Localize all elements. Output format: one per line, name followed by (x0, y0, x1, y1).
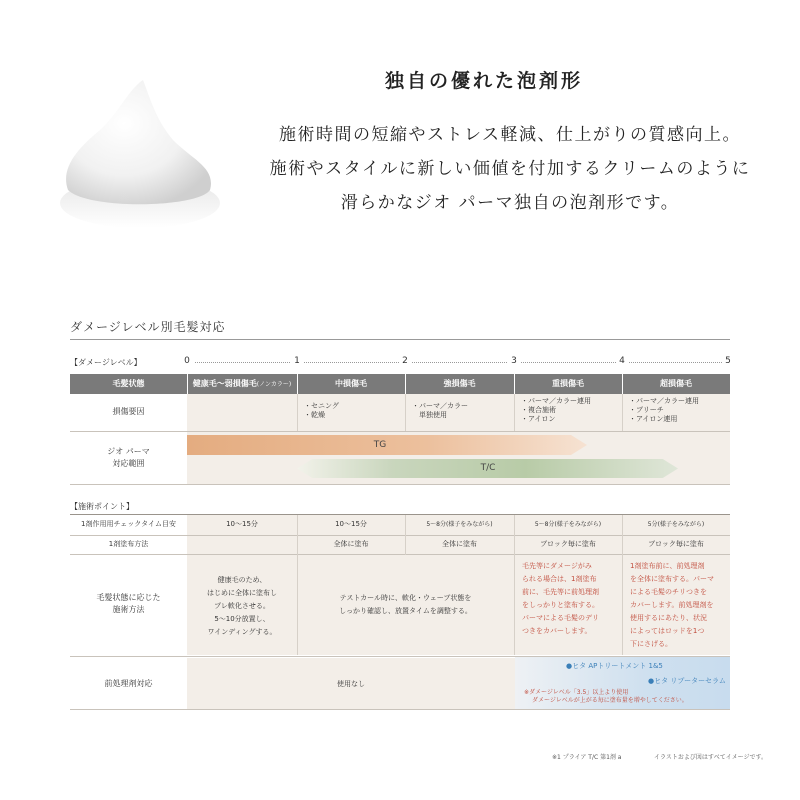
tc-label: T/C (480, 463, 496, 473)
cause-item: ・アイロン (521, 415, 556, 423)
col-divider (514, 515, 515, 655)
table-title: ダメージレベル別毛髪対応 (70, 320, 226, 334)
method-healthy (187, 574, 297, 639)
apply-method-label: 1剤塗布方法 (108, 540, 149, 548)
note-line: ダメージレベルが上がる毎に塗布量を増やしてください。 (532, 697, 688, 704)
method-line: によってはロッドを1つ (630, 627, 705, 635)
method-line: はじめに全体に塗布し (207, 589, 277, 597)
method-line: しっかり確認し、放置タイムを調整する。 (339, 607, 472, 615)
damage-level-label: 【ダメージレベル】 (70, 358, 142, 367)
footnote-image: イラストおよび図はすべてイメージです。 (654, 754, 768, 761)
apply-method-value: 全体に塗布 (442, 540, 477, 548)
row-divider (70, 484, 730, 485)
apply-method-value: ブロック毎に塗布 (648, 540, 704, 548)
row-divider (70, 656, 730, 657)
hero-line: 施術時間の短縮やストレス軽減、仕上がりの質感向上。 (279, 125, 741, 145)
method-line: られる場合は、1剤塗布 (522, 575, 597, 583)
check-time-value: 5分(様子をみながら) (647, 521, 705, 528)
header-healthy (187, 374, 297, 394)
method-line: テストカール時に、軟化・ウェーブ状態を (339, 594, 472, 602)
tg-label: TG (373, 440, 387, 450)
pretreatment-label: 前処理剤対応 (104, 679, 153, 688)
level-tick: 1 (294, 356, 300, 366)
cause-mid (304, 402, 339, 420)
col-divider (297, 515, 298, 655)
col-divider (297, 394, 298, 431)
cause-item: ・パーマ／カラー (412, 402, 468, 410)
pretreatment-item-1: ●ヒタ APトリートメント 1&5 (566, 662, 663, 670)
col-divider (622, 394, 623, 431)
damage-cause-label: 損傷要因 (112, 407, 145, 416)
method-heavy (522, 560, 620, 638)
cause-extreme (629, 397, 699, 424)
level-tick: 0 (184, 356, 190, 366)
check-time-value: 10〜15分 (226, 520, 258, 528)
range-label (70, 446, 187, 470)
level-dots (412, 362, 507, 363)
pretreatment-none: 使用なし (337, 680, 365, 688)
header-healthy-label: 健康毛〜弱損傷毛 (192, 379, 257, 388)
cause-heavy (521, 397, 591, 424)
header-noncolor: (ノンカラー) (256, 381, 292, 388)
row-divider (70, 709, 730, 710)
level-tick: 5 (725, 356, 731, 366)
check-time-value: 5〜8分(様子をみながら) (426, 521, 493, 528)
method-line: による毛髪のチリつきを (630, 588, 707, 596)
method-line: 健康毛のため、 (217, 576, 267, 584)
cause-item: ・パーマ／カラー連用 (521, 397, 591, 405)
method-label-line: 施術方法 (112, 605, 145, 614)
cause-item: ・セニング (304, 402, 339, 410)
row-divider (70, 535, 730, 536)
method-line: 下にさげる。 (630, 640, 672, 648)
pretreatment-note (524, 689, 688, 705)
col-divider (514, 394, 515, 431)
apply-method-value: 全体に塗布 (333, 540, 369, 548)
method-line: をしっかりと塗布する。 (522, 601, 599, 609)
header-heavy-damage: 重損傷毛 (552, 379, 584, 388)
method-label-line: 毛髪状態に応じた (96, 593, 161, 602)
level-tick: 2 (402, 356, 408, 366)
range-label-line: ジオ パーマ (107, 447, 150, 456)
row-divider (70, 431, 730, 432)
header-extreme-damage: 超損傷毛 (660, 379, 692, 388)
divider (70, 339, 730, 340)
col-divider (622, 515, 623, 655)
header-hair-state: 毛髪状態 (112, 379, 145, 388)
cause-item: 単独使用 (412, 411, 447, 419)
level-dots (195, 362, 290, 363)
check-time-value: 10〜15分 (335, 520, 367, 528)
level-dots (304, 362, 399, 363)
method-line: パーマによる毛髪のデリ (522, 614, 599, 622)
level-dots (629, 362, 722, 363)
level-tick: 3 (511, 356, 517, 366)
range-label-line: 対応範囲 (112, 459, 145, 468)
method-line: を全体に塗布する。パーマ (630, 575, 714, 583)
row-divider (70, 554, 730, 555)
apply-method-value: ブロック毎に塗布 (540, 540, 596, 548)
method-line: 使用するにあたり、状況 (630, 614, 707, 622)
cause-item: ・アイロン連用 (629, 415, 678, 423)
cause-item: ・複合施術 (521, 406, 556, 414)
hero-line: 施術やスタイルに新しい価値を付加するクリームのように (269, 159, 751, 179)
table-header (70, 374, 730, 394)
check-time-label: 1剤作用用チェックタイム目安 (81, 520, 176, 528)
col-divider (405, 394, 406, 431)
cause-item: ・乾燥 (304, 411, 325, 419)
hero-description (240, 118, 780, 220)
cause-strong (412, 402, 468, 420)
method-line: 5〜10分放置し、 (214, 615, 270, 623)
hero-title: 独自の優れた泡剤形 (385, 70, 584, 92)
cause-item: ・ブリーチ (629, 406, 664, 414)
method-line: カバーします。前処理剤を (630, 601, 714, 609)
check-time-value: 5〜8分(様子をみながら) (534, 521, 602, 528)
footnote-product: ※1 プライア T/C 第1剤 a (552, 754, 622, 761)
method-line: 前に、毛先等に前処理剤 (522, 588, 599, 596)
method-label (70, 592, 187, 616)
method-extreme (630, 560, 728, 651)
method-line: つきをカバーします。 (522, 627, 592, 635)
hero-line: 滑らかなジオ パーマ独自の泡剤形です。 (340, 193, 680, 213)
method-line: ワインディングする。 (207, 628, 277, 636)
level-tick: 4 (619, 356, 625, 366)
cause-item: ・パーマ／カラー連用 (629, 397, 699, 405)
level-dots (521, 362, 616, 363)
method-line: プレ軟化させる。 (214, 602, 270, 610)
method-line: 1剤塗布前に、前処理剤 (630, 562, 705, 570)
method-mid-strong (297, 592, 514, 618)
pretreatment-item-2: ●ヒタ リプーターセラム (648, 677, 726, 685)
points-title: 【施術ポイント】 (70, 502, 134, 511)
foam-illustration (48, 68, 233, 243)
header-strong-damage: 強損傷毛 (443, 379, 476, 388)
note-line: ※ダメージレベル「3.5」以上より使用 (524, 689, 629, 696)
header-mid-damage: 中損傷毛 (335, 379, 367, 388)
method-line: 毛先等にダメージがみ (522, 562, 592, 570)
